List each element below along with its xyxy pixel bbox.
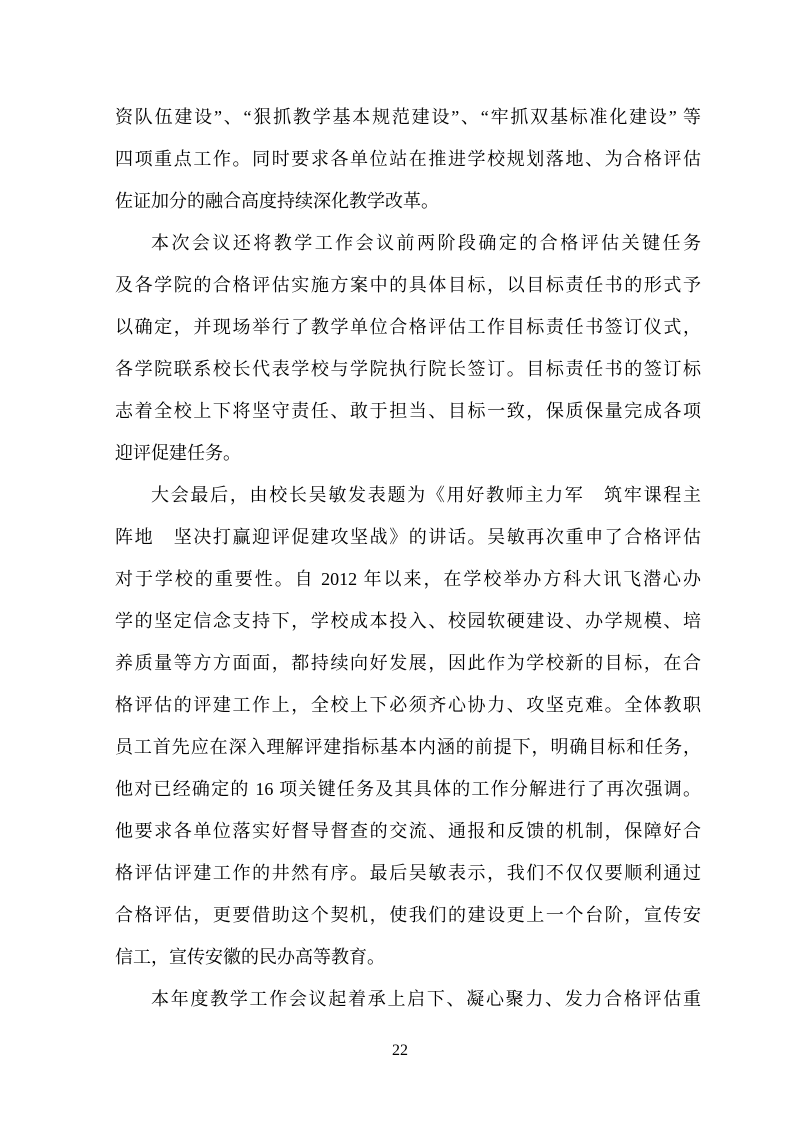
text-line: 员工首先应在深入理解评建指标基本内涵的前提下，明确目标和任务， (115, 737, 701, 757)
text-line: 资队伍建设”、“狠抓教学基本规范建设”、“牢抓双基标准化建设” 等 (115, 107, 701, 127)
text-line: 合格评估，更要借助这个契机，使我们的建设更上一个台阶，宣传安 (115, 905, 701, 925)
text-line: 学的坚定信念支持下，学校成本投入、校园软硬建设、办学规模、培 (115, 611, 701, 631)
text-body (115, 96, 701, 1020)
text-line: 格评估评建工作的井然有序。最后吴敏表示，我们不仅仅要顺利通过 (115, 863, 701, 883)
text-line: 四项重点工作。同时要求各单位站在推进学校规划落地、为合格评估 (115, 149, 701, 169)
text-line: 格评估的评建工作上，全校上下必须齐心协力、攻坚克难。全体教职 (115, 695, 701, 715)
text-line: 及各学院的合格评估实施方案中的具体目标，以目标责任书的形式予 (115, 275, 701, 295)
text-line: 养质量等方方面面，都持续向好发展，因此作为学校新的目标，在合 (115, 653, 701, 673)
text-line: 他要求各单位落实好督导督查的交流、通报和反馈的机制，保障好合 (115, 821, 701, 841)
text-line: 阵地 坚决打赢迎评促建攻坚战》的讲话。吴敏再次重申了合格评估 (115, 527, 701, 547)
text-line: 对于学校的重要性。自 2012 年以来，在学校举办方科大讯飞潜心办 (115, 569, 701, 589)
text-line: 他对已经确定的 16 项关键任务及其具体的工作分解进行了再次强调。 (115, 779, 701, 799)
text-line: 志着全校上下将坚守责任、敢于担当、目标一致，保质保量完成各项 (115, 401, 701, 421)
text-line: 本次会议还将教学工作会议前两阶段确定的合格评估关键任务 (151, 233, 701, 253)
text-line: 本年度教学工作会议起着承上启下、凝心聚力、发力合格评估重 (151, 989, 701, 1009)
text-line: 迎评促建任务。 (115, 443, 241, 463)
text-line: 信工，宣传安徽的民办高等教育。 (115, 947, 385, 967)
text-line: 大会最后，由校长吴敏发表题为《用好教师主力军 筑牢课程主 (151, 485, 701, 505)
text-line: 佐证加分的融合高度持续深化教学改革。 (115, 191, 439, 211)
text-line: 以确定，并现场举行了教学单位合格评估工作目标责任书签订仪式， (115, 317, 701, 337)
page-number: 22 (392, 1042, 408, 1059)
text-line: 各学院联系校长代表学校与学院执行院长签订。目标责任书的签订标 (115, 359, 701, 379)
